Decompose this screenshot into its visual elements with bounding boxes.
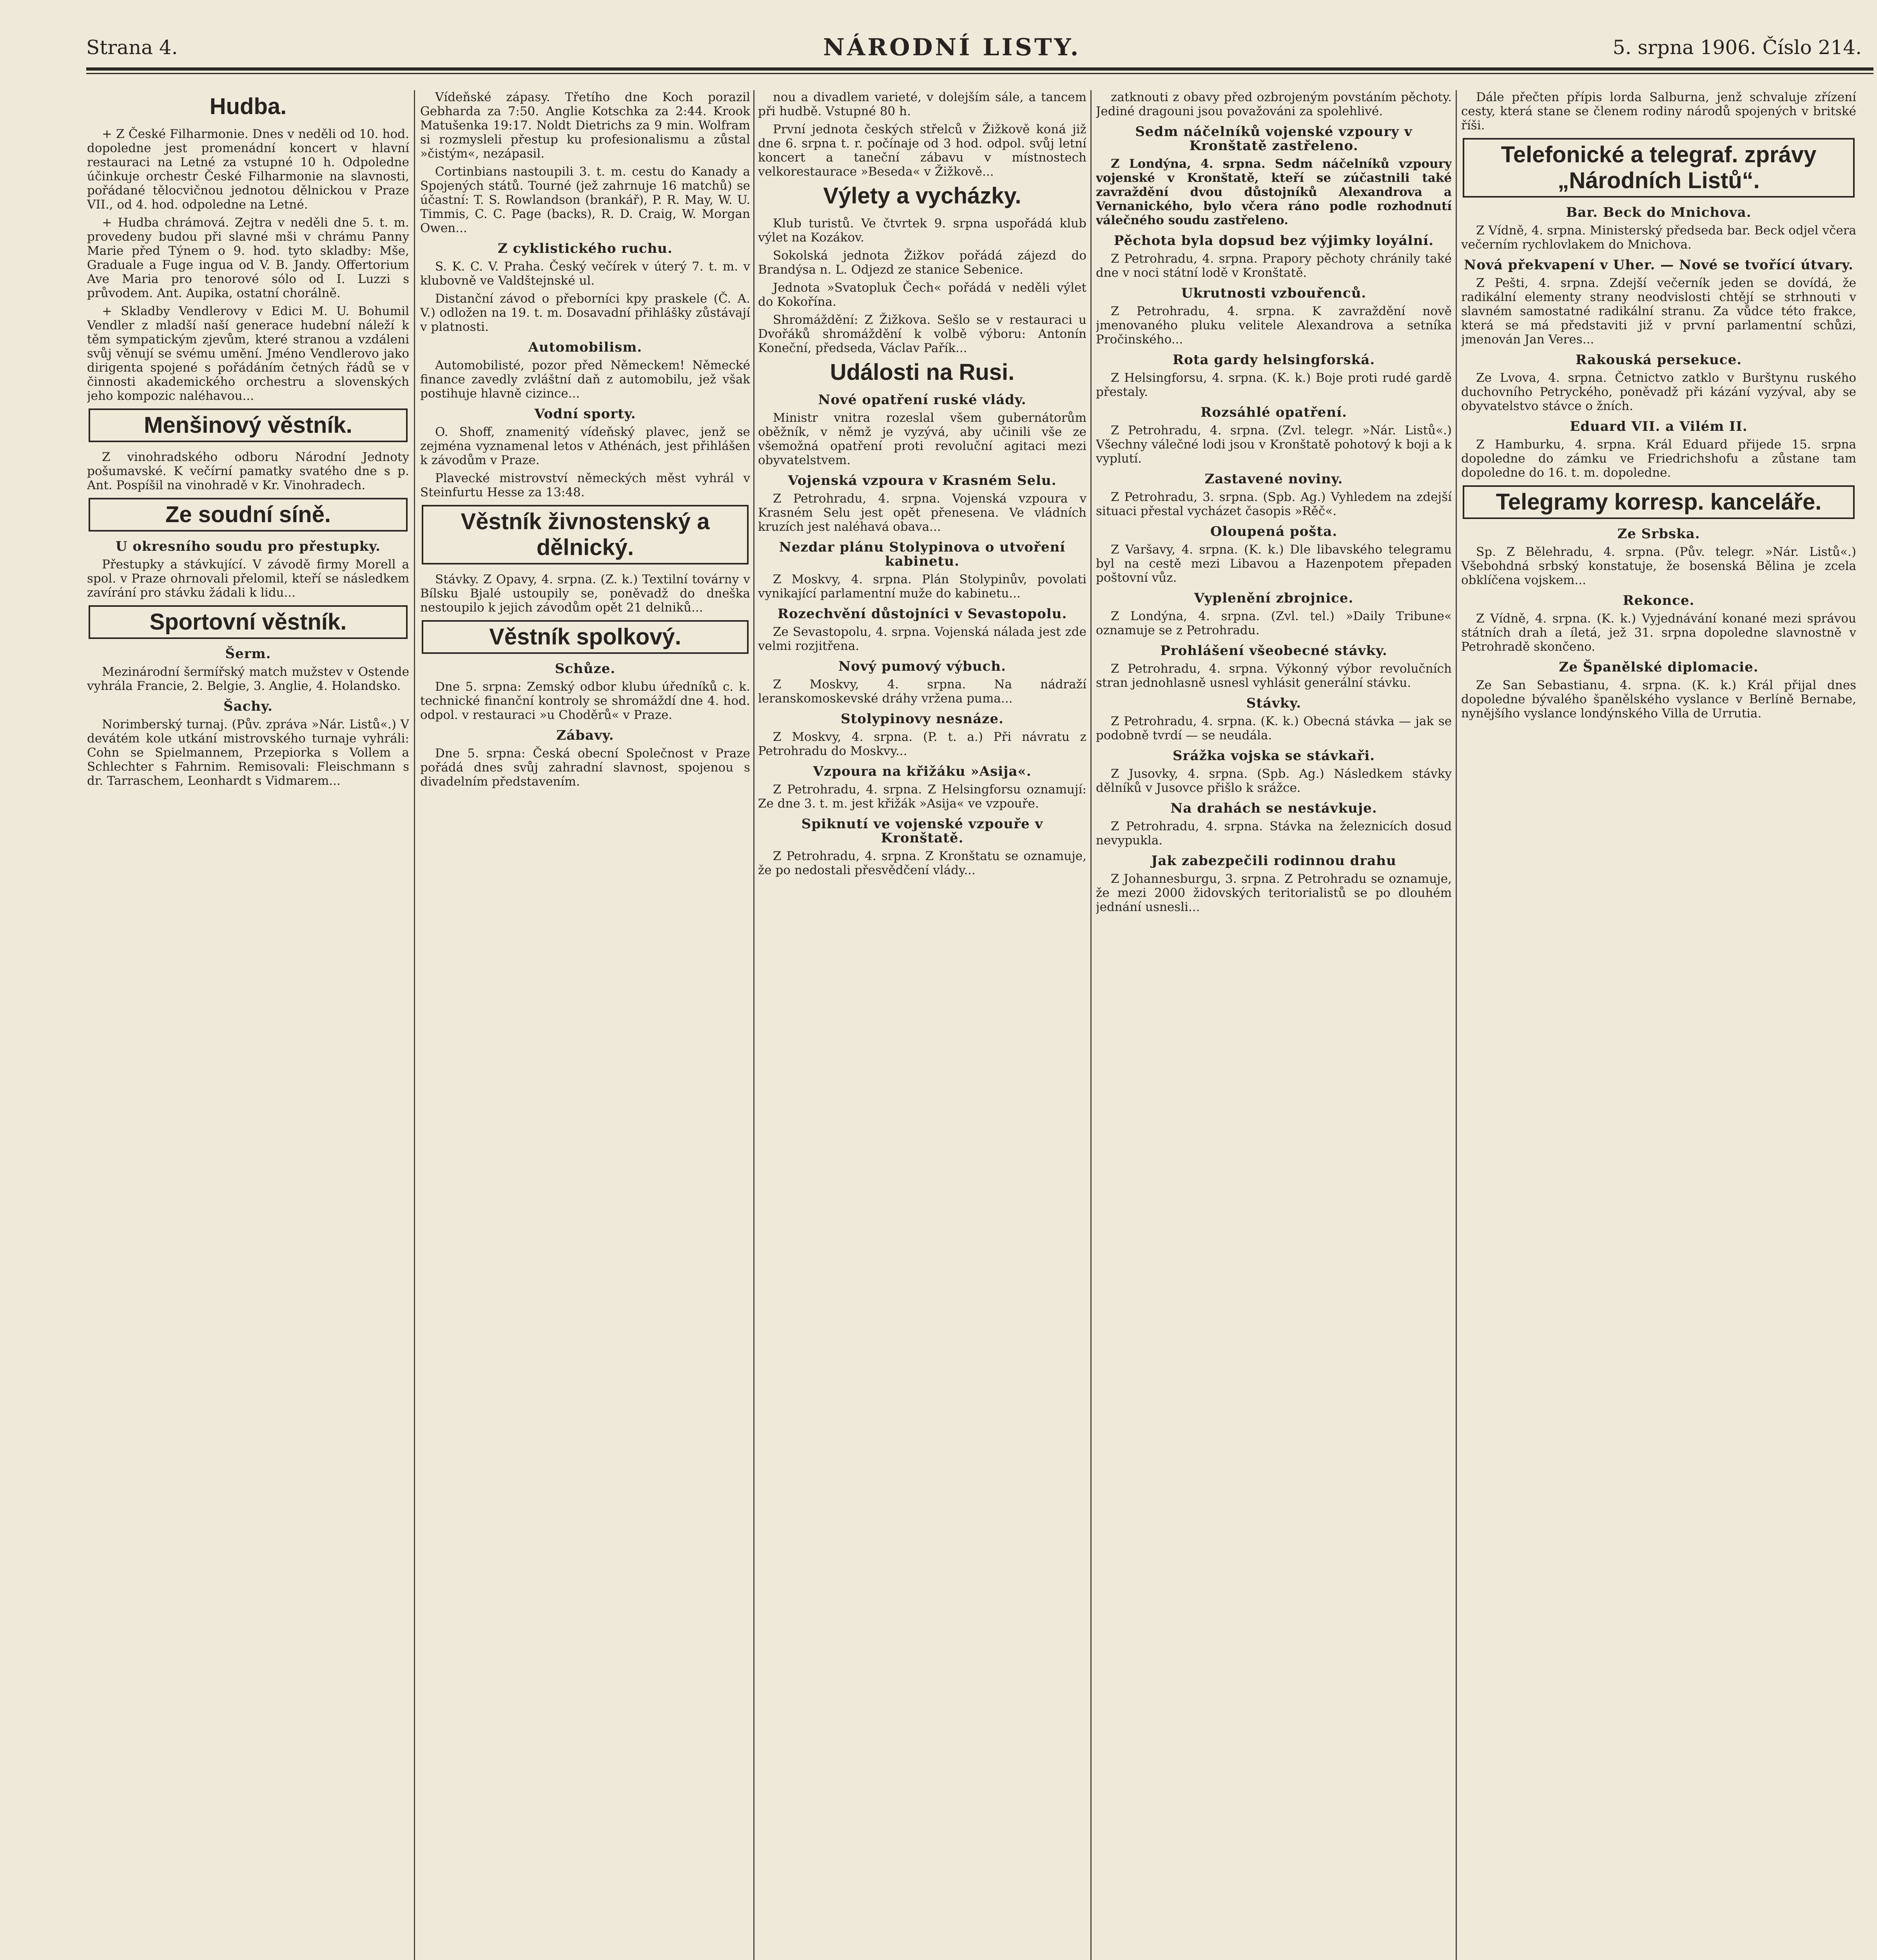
masthead (86, 36, 1873, 67)
article-text: Ministr vnitra rozeslal všem gubernátorům oběžník, v němž je vyzývá, aby učinili vše ze všemožná opatření proti revoluční agitaci mezi obyvatelstvem. (758, 411, 1086, 467)
masthead-rule-thin (86, 73, 1873, 74)
section-heading-telegraf: Telefonické a telegraf. zprávy „Národních Listů“. (1463, 138, 1855, 198)
article-text: Ze Sevastopolu, 4. srpna. Vojenská nálada jest zde velmi rozjitřena. (758, 625, 1086, 653)
article-text: Sokolská jednota Žižkov pořádá zájezd do Brandýsa n. L. Odjezd ze stanice Sebenice. (758, 249, 1086, 277)
article-subheading: Pěchota byla dopsud bez výjimky loyální. (1114, 233, 1434, 249)
article-text: Z Petrohradu, 4. srpna. Stávka na železnicích dosud nevypukla. (1096, 819, 1452, 848)
article-subheading: Bar. Beck do Mnichova. (1566, 205, 1752, 220)
article-subheading: Srážka vojska se stávkaři. (1172, 748, 1375, 764)
section-heading-hudba: Hudba. (209, 94, 287, 119)
section-heading-zivnostensky: Věstník živnostenský a dělnický. (422, 505, 749, 564)
article-subheading: Šachy. (223, 699, 273, 714)
article-text: Z Moskvy, 4. srpna. (P. t. a.) Při návratu z Petrohradu do Moskvy... (758, 730, 1086, 758)
article-text: Z Johannesburgu, 3. srpna. Z Petrohradu se oznamuje, že mezi 2000 židovských teritorialistů se po dlouhém jednání usnesli... (1096, 872, 1452, 914)
article-subheading: Na drahách se nestávkuje. (1170, 800, 1377, 816)
article-text: + Skladby Vendlerovy v Edici M. U. Bohumil Vendler z mladší naší generace hudební náleží k těm sympatickým zjevům, které stranou a vzdáleni svůj věnují se svému umění. Jméno Vendlerovo jako dirigenta spojené s pořádáním četných řádů se v činnosti akademického orchestru a slovenských jeho kompozic naléhavou... (87, 304, 409, 403)
newspaper-title: NÁRODNÍ LISTY. (823, 34, 1081, 61)
article-subheading: Nová překvapení v Uher. — Nové se tvořící útvary. (1464, 257, 1853, 273)
article-text: Shromáždění: Z Žižkova. Sešlo se v restauraci u Dvořáků shromáždění k volbě výboru: Antonín Koneční, předseda, Václav Pařík... (758, 313, 1086, 355)
section-heading-spolkovy: Věstník spolkový. (422, 620, 749, 654)
section-heading-vylety: Výlety a vycházky. (823, 183, 1021, 209)
article-text: + Hudba chrámová. Zejtra v neděli dne 5. t. m. provedeny budou při slavné mši v chrámu Panny Marie před Týnem o 9. hod. tyto skladby: Mše, Graduale a Fuge ingua od V. B. Jandy. Offertorium Ave Maria pro tenorové sólo od I. Luzzi s průvodem. Ant. Aupika, ostatní chorálně. (87, 216, 409, 300)
article-text: Z Petrohradu, 4. srpna. K zavraždění nově jmenovaného pluku velitele Alexandrova a setníka Pročinského... (1096, 304, 1452, 347)
issue-date: 5. srpna 1906. Číslo 214. (1612, 36, 1862, 59)
article-text: Distanční závod o přeborníci kpy praskele (Č. A. V.) odložen na 19. t. m. Dosavadní přihlášky zůstávají v platnosti. (420, 292, 750, 334)
article-subheading: Oloupená pošta. (1210, 524, 1338, 539)
article-text: Z Petrohradu, 4. srpna. Z Helsingforsu oznamují: Ze dne 3. t. m. jest křižák »Asija« ve vzpouře. (758, 782, 1086, 811)
article-subheading: U okresního soudu pro přestupky. (115, 539, 381, 554)
article-text: Z Petrohradu, 4. srpna. Prapory pěchoty chránily také dne v noci státní lodě v Kronštatě. (1096, 252, 1452, 280)
article-text: Z Moskvy, 4. srpna. Plán Stolypinův, povolati vynikající parlamentní muže do kabinetu... (758, 572, 1086, 601)
article-text: zatknouti z obavy před ozbrojeným povstáním pěchoty. Jediné dragouni jsou považováni za spolehlivé. (1096, 90, 1452, 118)
article-subheading: Jak zabezpečili rodinnou drahu (1151, 853, 1396, 869)
article-text: Norimberský turnaj. (Pův. zpráva »Nár. Listů«.) V devátém kole utkání mistrovského turnaje vyhráli: Cohn se Spielmannem, Przepiorka s Vollem a Schlechter s Fahrnim. Remisovali: Fleischmann s dr. Tarraschem, Leonhardt s Vidmarem... (87, 717, 409, 788)
article-text: O. Shoff, znamenitý vídeňský plavec, jenž se zejména vyznamenal letos v Athénách, jest přihlášen k závodům v Praze. (420, 425, 750, 467)
article-text: Z Petrohradu, 3. srpna. (Spb. Ag.) Vyhledem na zdejší situaci přestal vycházet časopis »Rěč«. (1096, 490, 1452, 518)
article-text: Plavecké mistrovství německých měst vyhrál v Steinfurtu Hesse za 13:48. (420, 471, 750, 499)
masthead-rule (86, 67, 1873, 71)
article-subheading: Vzpoura na křižáku »Asija«. (813, 764, 1032, 779)
article-text: nou a divadlem varieté, v dolejším sále, a tancem při hudbě. Vstupné 80 h. (758, 90, 1086, 118)
article-text: Klub turistů. Ve čtvrtek 9. srpna uspořádá klub výlet na Kozákov. (758, 216, 1086, 245)
column-divider (1456, 90, 1457, 1960)
article-text: S. K. C. V. Praha. Český večírek v úterý 7. t. m. v klubovně ve Valdštejnské ul. (420, 260, 750, 288)
article-subheading: Vojenská vzpoura v Krasném Selu. (788, 473, 1057, 488)
article-text: Jednota »Svatopluk Čech« pořádá v neděli výlet do Kokořína. (758, 281, 1086, 309)
article-subheading: Sedm náčelníků vojenské vzpoury v Kronštatě zastřeleno. (1135, 124, 1413, 154)
article-subheading: Rakouská persekuce. (1575, 352, 1742, 368)
article-text: Dále přečten přípis lorda Salburna, jenž schvaluje zřízení cesty, která stane se členem rodiny národů spojených v britské říši. (1461, 90, 1856, 132)
article-text: První jednota českých střelců v Žižkově koná již dne 6. srpna t. r. počínaje od 3 hod. odpol. svůj letní koncert a taneční zábavu v místnostech velkorestaurace »Beseda« v Žižkově... (758, 122, 1086, 179)
article-subheading: Stolypinovy nesnáze. (840, 711, 1004, 727)
column-2 (420, 90, 750, 1960)
section-heading-sportovni: Sportovní věstník. (89, 605, 408, 639)
column-5 (1461, 90, 1856, 1960)
article-text: Z Londýna, 4. srpna. (Zvl. tel.) »Daily Tribune« oznamuje se z Petrohradu. (1096, 609, 1452, 637)
column-divider (753, 90, 754, 1960)
article-subheading: Šerm. (225, 646, 271, 662)
article-subheading: Ze Španělské diplomacie. (1559, 659, 1759, 675)
article-subheading: Zastavené noviny. (1204, 471, 1343, 487)
article-subheading: Vodní sporty. (534, 406, 636, 422)
section-heading-korresp: Telegramy korresp. kanceláře. (1463, 485, 1855, 519)
column-4 (1096, 90, 1452, 1960)
section-heading-mensinovy: Menšinový věstník. (89, 408, 408, 442)
article-text: Mezinárodní šermířský match mužstev v Ostende vyhrála Francie, 2. Belgie, 3. Anglie, 4. Holandsko. (87, 665, 409, 693)
article-text: Stávky. Z Opavy, 4. srpna. (Z. k.) Textilní továrny v Bílsku Bjalé ustoupily se, poněvadž do dneška nestoupilo k jejich závodům opět 21 delniků... (420, 572, 750, 615)
article-text: Z Helsingforsu, 4. srpna. (K. k.) Boje proti rudé gardě přestaly. (1096, 371, 1452, 399)
article-text: Z Petrohradu, 4. srpna. (Zvl. telegr. »Nár. Listů«.) Všechny válečné lodi jsou v Kronštatě pohotový k boji a k vyplutí. (1096, 423, 1452, 466)
article-subheading: Eduard VII. a Vilém II. (1570, 419, 1748, 434)
article-subheading: Rota gardy helsingforská. (1172, 352, 1375, 368)
article-text: Dne 5. srpna: Česká obecní Společnost v Praze pořádá dnes svůj zahradní slavnost, spojenou s divadelním představením. (420, 746, 750, 789)
article-subheading: Rozsáhlé opatření. (1201, 405, 1347, 420)
article-text: Z Londýna, 4. srpna. Sedm náčelníků vzpoury vojenské v Kronštatě, kteří se zúčastnili také zavraždění dvou důstojníků Alexandrova a Vernanického, bylo včera ráno podle rozhodnutí válečného soudu zastřeleno. (1096, 157, 1452, 227)
article-text: Z Pešti, 4. srpna. Zdejší večerník jeden se dovídá, že radikální elementy strany neodvislosti chtějí se strhnouti v slavném samostatné radikální stranu. Za vůdce této frakce, která se má představiti již v první parlamentní schůzi, jmenován Jan Veres... (1461, 276, 1856, 347)
article-subheading: Spiknutí ve vojenské vzpouře v Kronštatě. (801, 816, 1043, 846)
article-text: Dne 5. srpna: Zemský odbor klubu úředníků c. k. technické finanční kontroly se shromáždí dne 4. hod. odpol. v restauraci »u Choděrů« v Praze. (420, 680, 750, 722)
article-text: Z Jusovky, 4. srpna. (Spb. Ag.) Následkem stávky dělníků v Jusovce přišlo k srážce. (1096, 767, 1452, 795)
article-text: Z Petrohradu, 4. srpna. Vojenská vzpoura v Krasném Selu jest opět přenesena. Ve vládních kruzích jest naléhavá obava... (758, 492, 1086, 534)
article-subheading: Automobilism. (528, 339, 642, 355)
article-subheading: Nový pumový výbuch. (838, 659, 1006, 674)
article-text: Automobilisté, pozor před Německem! Německé finance zavedly zvláštní daň z automobilu, jež však postihuje hlavně cizince... (420, 358, 750, 401)
article-subheading: Vyplenění zbrojnice. (1194, 590, 1354, 606)
article-text: Ze Lvova, 4. srpna. Četnictvo zatklo v Burštynu ruského duchovního Petryckého, poněvadž při kázání vyzýval, aby se obyvatelstvo stávce o žních. (1461, 371, 1856, 413)
article-subheading: Rekonce. (1623, 593, 1695, 608)
column-divider (414, 90, 415, 1960)
article-subheading: Zábavy. (556, 728, 614, 743)
article-text: Přestupky a stávkující. V závodě firmy Morell a spol. v Praze ohrnovali přelomil, kteří se následkem zavírání pro stávku žádali k lidu... (87, 557, 409, 600)
article-text: Z Varšavy, 4. srpna. (K. k.) Dle libavského telegramu byl na cestě mezi Libavou a Hazenpotem přepaden poštovní vůz. (1096, 543, 1452, 585)
column-divider (1090, 90, 1092, 1960)
section-heading-soudni: Ze soudní síně. (89, 498, 408, 532)
article-text: Z Moskvy, 4. srpna. Na nádraží leranskomoskevské dráhy vržena puma... (758, 677, 1086, 706)
article-text: Cortinbians nastoupili 3. t. m. cestu do Kanady a Spojených států. Tourné (jež zahrnuje 16 matchů) se účastní: T. S. Rowlandson (brankář), P. R. May, W. U. Timmis, C. C. Page (backs), R. D. Craig, W. Morgan Owen... (420, 165, 750, 235)
article-text: Z Vídně, 4. srpna. (K. k.) Vyjednávání konané mezi správou státních drah a íletá, jež 31. srpna dopoledne slavnostně v Petrohradě skončeno. (1461, 612, 1856, 654)
article-subheading: Nové opatření ruské vlády. (818, 392, 1026, 408)
article-text: Z Petrohradu, 4. srpna. (K. k.) Obecná stávka — jak se podobně tvrdí — se neudála. (1096, 714, 1452, 742)
column-3 (758, 90, 1086, 1960)
article-subheading: Schůze. (555, 661, 616, 677)
article-text: Vídeňské zápasy. Třetího dne Koch porazil Gebharda za 7:50. Anglie Kotschka za 2:44. Krook Matušenka 19:17. Noldt Dietrichs za 9 min. Wolfram si rozmysleli přestup ku profesionalismu a zůstal »čistým«, nezápasil. (420, 90, 750, 161)
article-subheading: Ze Srbska. (1617, 526, 1700, 542)
article-subheading: Z cyklistického ruchu. (497, 241, 673, 256)
article-subheading: Prohlášení všeobecné stávky. (1160, 643, 1387, 659)
article-text: Z Petrohradu, 4. srpna. Výkonný výbor revolučních stran jednohlasně usnesl vyhlásit generální stávku. (1096, 662, 1452, 690)
article-text: Z Vídně, 4. srpna. Ministerský předseda bar. Beck odjel včera večerním rychlovlakem do Mnichova. (1461, 223, 1856, 252)
article-text: Z vinohradského odboru Národní Jednoty pošumavské. K večírní pamatky svatého dne s p. Ant. Pospíšil na vinohradě v Kr. Vinohradech. (87, 450, 409, 492)
article-text: Z Hamburku, 4. srpna. Král Eduard přijede 15. srpna dopoledne do zámku ve Friedrichshofu a zůstane tam dopoledne do 16. t. m. dopoledne. (1461, 437, 1856, 480)
article-subheading: Ukrutnosti vzbouřenců. (1181, 285, 1367, 301)
article-text: Z Petrohradu, 4. srpna. Z Kronštatu se oznamuje, že po nedostali přesvědčení vlády... (758, 849, 1086, 877)
article-subheading: Rozechvění důstojníci v Sevastopolu. (777, 606, 1067, 622)
article-text: Sp. Z Bělehradu, 4. srpna. (Pův. telegr. »Nár. Listů«.) Všebohdná srbský konstatuje, že bosenská Bělina je zcela obklíčena vojskem... (1461, 545, 1856, 587)
column-1 (87, 90, 409, 1960)
article-subheading: Nezdar plánu Stolypinova o utvoření kabinetu. (779, 539, 1066, 569)
article-subheading: Stávky. (1246, 695, 1302, 711)
article-text: Ze San Sebastianu, 4. srpna. (K. k.) Král přijal dnes dopoledne bývalého španělského vyslance v Berlíně Bernabe, nynějšího vyslance londýnského Villa de Urrutia. (1461, 678, 1856, 720)
page-number: Strana 4. (86, 36, 178, 59)
article-text: + Z České Filharmonie. Dnes v neděli od 10. hod. dopoledne jest promenádní koncert v hlavní restauraci na Letné za vstupné 10 h. Odpoledne účinkuje orchestr České Filharmonie na slavnosti, pořádané tělocvičnou jednotou dělnickou v Praze VII., od 4. hod. odpoledne na Letné. (87, 127, 409, 212)
section-heading-udalosti: Události na Rusi. (830, 359, 1015, 385)
